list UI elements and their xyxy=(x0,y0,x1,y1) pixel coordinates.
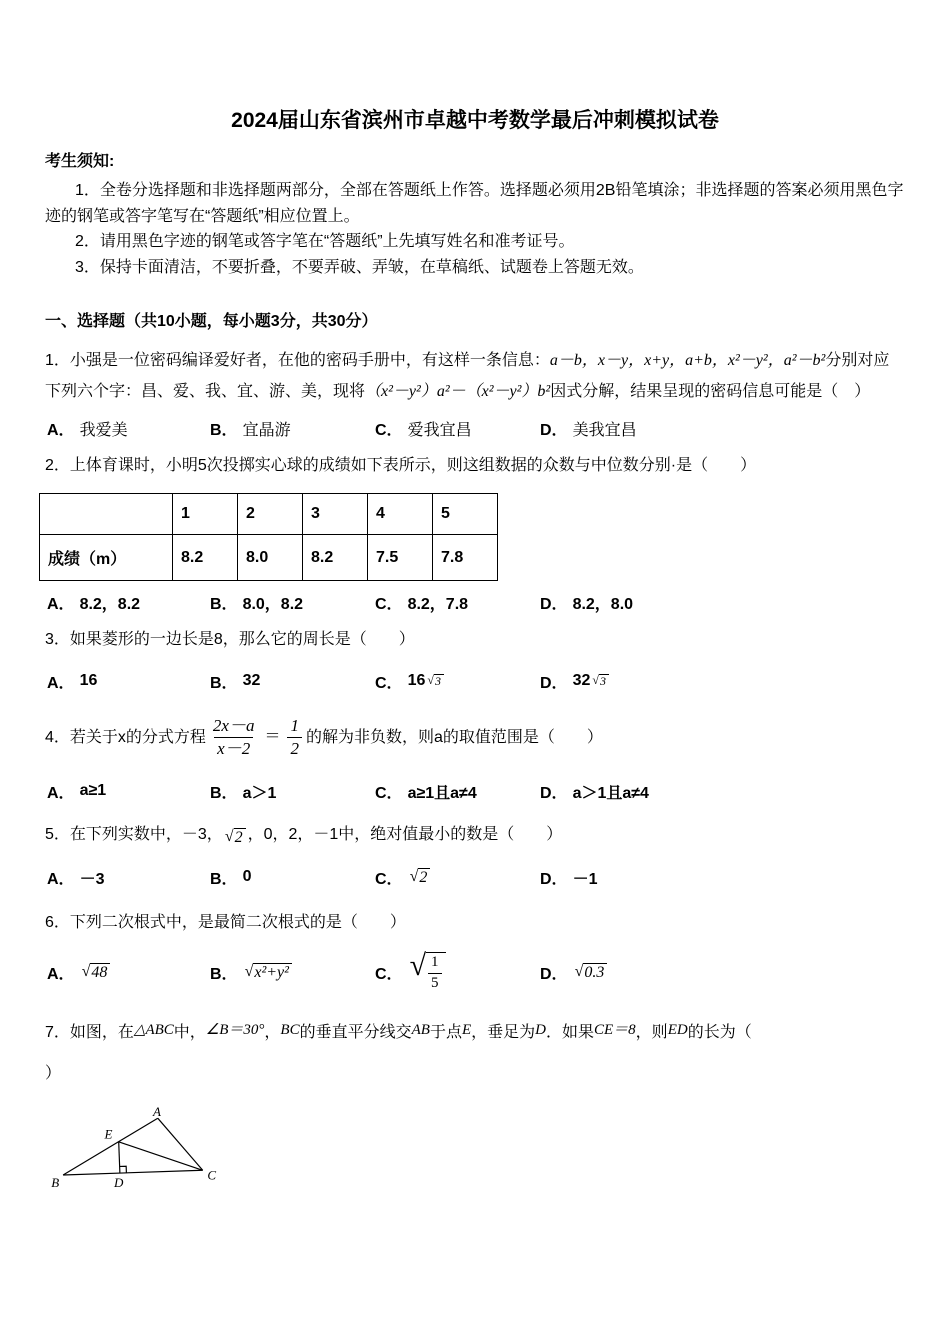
option-text: 美我宜昌 xyxy=(572,422,637,440)
table-row-label: 成绩（m） xyxy=(40,535,173,581)
question-1-options xyxy=(47,417,905,440)
figure-line-ed xyxy=(119,1142,120,1173)
q1-math-codes: a－b，x－y，x+y，a+b，x²－y²，a²－b² xyxy=(549,352,826,370)
option-text: 我爱美 xyxy=(79,422,128,440)
option-4-d xyxy=(540,780,905,803)
option-text: 32 xyxy=(572,672,591,690)
option-2-c xyxy=(375,591,540,614)
radicand: 48 xyxy=(90,963,110,982)
radical-sign: √ xyxy=(574,962,584,980)
figure-label-c: C xyxy=(207,1167,217,1183)
table-value-1: 8.2 xyxy=(173,535,238,581)
sqrt-fraction-expression xyxy=(409,949,446,993)
radicand: 0.3 xyxy=(583,963,607,982)
option-1-c xyxy=(375,417,540,440)
option-label: B． xyxy=(210,422,238,440)
q7-math-triangle-abc: △ABC xyxy=(133,1022,174,1039)
page-title: 2024届山东省滨州市卓越中考数学最后冲刺模拟试卷 xyxy=(231,109,719,132)
table-col-2: 2 xyxy=(238,494,303,535)
notice-item-2: 2．请用黑色字迹的钢笔或答字笔在“答题纸”上先填写姓名和准考证号。 xyxy=(75,233,575,251)
fraction-numerator: 1 xyxy=(431,954,439,971)
radical-sign: √ xyxy=(409,949,427,983)
q5-text-prefix: 5．在下列实数中，－3， xyxy=(45,825,223,843)
question-5-stem xyxy=(45,821,905,848)
option-text: 16 xyxy=(79,672,98,690)
option-5-b xyxy=(210,866,375,889)
fraction xyxy=(428,953,442,993)
option-text: 8.0，8.2 xyxy=(242,596,304,614)
option-2-d xyxy=(540,591,905,614)
question-1-stem xyxy=(45,346,905,407)
option-label: C． xyxy=(375,674,403,692)
superscript-sqrt xyxy=(425,670,446,689)
table-row-values xyxy=(40,535,498,581)
option-6-b xyxy=(210,961,375,984)
option-text: 0 xyxy=(242,868,252,886)
table-row-header xyxy=(40,494,498,535)
q7-math-ab: AB xyxy=(411,1022,430,1039)
option-text: 宜晶游 xyxy=(242,422,291,440)
option-label: D． xyxy=(540,596,568,614)
option-4-a xyxy=(47,780,210,803)
question-2-stem: 2．上体育课时，小明5次投掷实心球的成绩如下表所示，则这组数据的众数与中位数分别·是（ ） xyxy=(45,457,757,475)
option-2-b xyxy=(210,591,375,614)
q7-text-3: ， xyxy=(264,1024,281,1042)
question-2-options xyxy=(47,591,905,614)
option-text: －3 xyxy=(79,870,105,888)
option-text: 16 xyxy=(407,672,426,690)
fraction-denominator: 5 xyxy=(428,973,442,994)
q7-figure xyxy=(51,1104,229,1188)
option-1-a xyxy=(47,417,210,440)
q7-math-ce: CE＝8 xyxy=(594,1022,636,1039)
sqrt-expression xyxy=(575,963,608,982)
q4-text-prefix: 4．若关于x的分式方程 xyxy=(45,728,206,746)
radicand: x²+y² xyxy=(253,963,292,982)
fraction-numerator: 2x－a xyxy=(212,715,255,735)
option-label: D． xyxy=(540,966,568,984)
option-3-c xyxy=(375,670,540,693)
option-text: a＞1且a≠4 xyxy=(572,784,649,802)
radical-sign: √ xyxy=(224,827,234,845)
q7-math-e: E xyxy=(461,1022,472,1039)
figure-label-a: A xyxy=(153,1104,161,1120)
sqrt-expression xyxy=(245,963,292,982)
fraction-left xyxy=(210,715,258,760)
q7-text-8: ，则 xyxy=(635,1024,668,1042)
option-3-b xyxy=(210,670,375,693)
question-3-options xyxy=(47,670,905,693)
option-2-a xyxy=(47,591,210,614)
notice-header: 考生须知: xyxy=(45,153,115,170)
option-label: D． xyxy=(540,870,568,888)
option-label: D． xyxy=(540,784,568,802)
q7-text-7: ．如果 xyxy=(545,1024,594,1042)
table-corner-cell xyxy=(40,494,173,535)
radical-sign: √ xyxy=(244,962,254,980)
option-3-a xyxy=(47,670,210,693)
q7-text-1: 7．如图，在 xyxy=(45,1024,134,1042)
q7-math-d: D xyxy=(535,1022,546,1039)
option-5-c xyxy=(375,866,540,889)
table-col-4: 4 xyxy=(368,494,433,535)
q7-text-4: 的垂直平分线交 xyxy=(299,1024,412,1042)
q1-text-mid: 分别对应下列六个字：昌、爱、我、宜、游、美，现将 xyxy=(45,352,890,400)
table-value-2: 8.0 xyxy=(238,535,303,581)
option-label: A． xyxy=(47,966,75,984)
option-4-c xyxy=(375,780,540,803)
sqrt-expression xyxy=(225,828,246,847)
question-4-stem xyxy=(45,715,905,760)
option-label: B． xyxy=(210,674,238,692)
q7-math-angle-b: ∠B＝30° xyxy=(205,1022,265,1039)
section-1-header: 一、选择题（共10小题，每小题3分，共30分） xyxy=(45,313,378,331)
question-4-options xyxy=(47,780,905,803)
option-3-d xyxy=(540,670,905,693)
table-col-1: 1 xyxy=(173,494,238,535)
option-label: C． xyxy=(375,422,403,440)
option-6-a xyxy=(47,961,210,984)
notice-item-1: 1．全卷分选择题和非选择题两部分，全部在答题纸上作答。选择题必须用2B铅笔填涂；非选择题的答案必须用黑色字迹的钢笔或答字笔写在“答题纸”相应位置上。 xyxy=(45,182,904,225)
q7-text-9: 的长为（ xyxy=(687,1024,752,1042)
option-text: 8.2，8.0 xyxy=(572,596,634,614)
question-6-options xyxy=(47,949,905,993)
option-text: a≥1 xyxy=(79,782,107,800)
question-3-stem: 3．如果菱形的一边长是8，那么它的周长是（ ） xyxy=(45,631,415,649)
radicand xyxy=(426,952,446,993)
option-6-c xyxy=(375,949,540,993)
question-7-stem xyxy=(45,1019,905,1047)
table-col-3: 3 xyxy=(303,494,368,535)
fraction-numerator: 1 xyxy=(290,715,299,735)
fraction-right xyxy=(287,715,302,760)
option-label: D． xyxy=(540,422,568,440)
option-6-d xyxy=(540,961,905,984)
figure-label-d: D xyxy=(113,1175,124,1189)
q1-text-prefix: 1．小强是一位密码编译爱好者，在他的密码手册中，有这样一条信息： xyxy=(45,352,550,370)
option-1-b xyxy=(210,417,375,440)
figure-label-b: B xyxy=(51,1175,60,1189)
q7-text-5: 于点 xyxy=(429,1024,462,1042)
option-5-a xyxy=(47,866,210,889)
option-label: B． xyxy=(210,870,238,888)
option-text: 爱我宜昌 xyxy=(407,422,472,440)
option-label: C． xyxy=(375,784,403,802)
question-6-stem: 6．下列二次根式中，是最简二次根式的是（ ） xyxy=(45,913,406,931)
radical-sign: √ xyxy=(81,962,91,980)
option-5-d xyxy=(540,866,905,889)
option-4-b xyxy=(210,780,375,803)
sqrt-expression xyxy=(82,963,111,982)
q2-score-table xyxy=(39,493,498,581)
notice-item-3: 3．保持卡面清洁，不要折叠，不要弄破、弄皱，在草稿纸、试题卷上答题无效。 xyxy=(75,258,644,276)
radicand: 2 xyxy=(234,828,246,847)
option-label: A． xyxy=(47,784,75,802)
radicand: 3 xyxy=(434,674,444,689)
radicand: 3 xyxy=(599,674,609,689)
q7-close-paren: ） xyxy=(45,1064,62,1082)
q7-text-6: ，垂足为 xyxy=(471,1024,536,1042)
option-label: C． xyxy=(375,966,403,984)
option-label: B． xyxy=(210,966,238,984)
option-text: －1 xyxy=(572,870,598,888)
figure-right-angle-mark xyxy=(120,1166,127,1173)
q7-math-ed: ED xyxy=(667,1022,688,1039)
q5-text-suffix: ，0，2，－1中，绝对值最小的数是（ ） xyxy=(247,825,563,843)
option-text: 32 xyxy=(242,672,261,690)
radical-sign: √ xyxy=(427,672,434,687)
fraction-denominator: x－2 xyxy=(214,737,253,760)
option-label: C． xyxy=(375,870,403,888)
q4-text-suffix: 的解为非负数，则a的取值范围是（ ） xyxy=(305,728,603,746)
q7-text-2: 中， xyxy=(173,1024,206,1042)
option-label: C． xyxy=(375,596,403,614)
figure-line-bc xyxy=(63,1170,203,1175)
q7-math-bc: BC xyxy=(280,1022,300,1039)
equals-sign: ＝ xyxy=(264,728,281,746)
radical-sign: √ xyxy=(592,672,599,687)
question-5-options xyxy=(47,866,905,889)
table-value-4: 7.5 xyxy=(368,535,433,581)
option-text: 8.2，8.2 xyxy=(79,596,141,614)
radicand: 2 xyxy=(418,868,430,887)
radical-sign: √ xyxy=(409,867,419,885)
q1-math-expression: （x²－y²）a²－（x²－y²）b² xyxy=(365,382,551,400)
table-value-5: 7.8 xyxy=(433,535,498,581)
option-label: A． xyxy=(47,422,75,440)
fraction-denominator: 2 xyxy=(287,737,302,760)
figure-label-e: E xyxy=(104,1126,113,1142)
option-label: A． xyxy=(47,596,75,614)
table-value-3: 8.2 xyxy=(303,535,368,581)
q1-text-suffix: 因式分解，结果呈现的密码信息可能是（ ） xyxy=(550,382,871,400)
option-label: A． xyxy=(47,870,75,888)
option-text: 8.2，7.8 xyxy=(407,596,469,614)
option-text: a＞1 xyxy=(242,784,277,802)
option-1-d xyxy=(540,417,905,440)
sqrt-expression xyxy=(410,868,431,887)
option-label: B． xyxy=(210,784,238,802)
option-text: a≥1且a≠4 xyxy=(407,784,477,802)
option-label: B． xyxy=(210,596,238,614)
table-col-5: 5 xyxy=(433,494,498,535)
superscript-sqrt xyxy=(590,670,611,689)
option-label: D． xyxy=(540,674,568,692)
option-label: A． xyxy=(47,674,75,692)
